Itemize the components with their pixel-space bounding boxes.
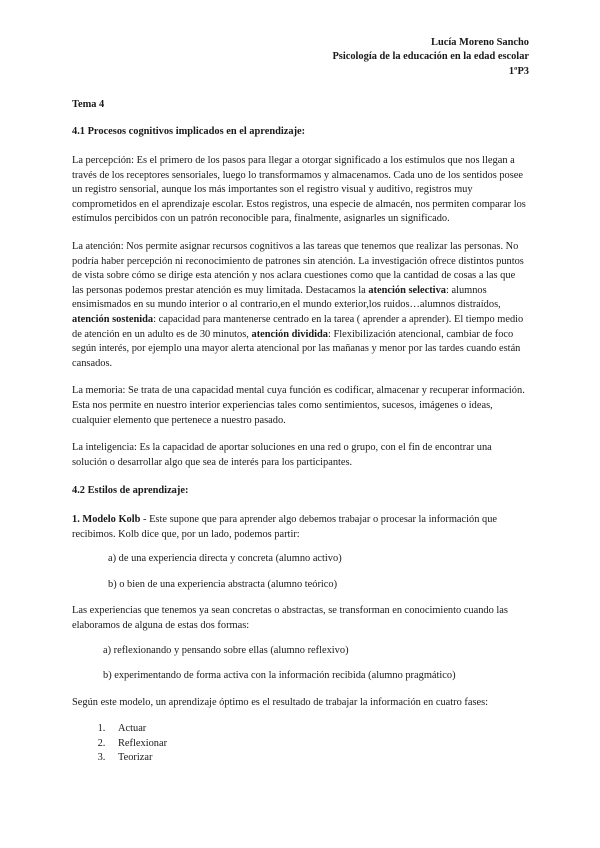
kolb-option-b: b) o bien de una experiencia abstracta (alumno teórico) bbox=[108, 578, 338, 590]
atencion-text-1: La atención: Nos permite asignar recursos cognitivos a las tareas que tenemos que realizar las personas. No podría haber percepción ni reconocimiento de patrones sin atención. La investigación ofrece distintos puntos de vista sobre cómo se dirige esta atención y nos aclara cuestiones como que la cantidad de cosas a las que las personas podemos prestar atención es muy limitada. Destacamos la bbox=[72, 241, 524, 296]
list-item: 2. Reflexionar bbox=[108, 737, 529, 752]
list-item: 1. Actuar bbox=[108, 722, 529, 737]
atencion-text-2: : alumnos ensimismados en su mundo interior o al contrario,en el mundo exterior,los ruidos…alumnos distraídos, bbox=[72, 284, 501, 311]
atencion-text-4: : Flexibilización atencional, cambiar de foco según interés, por ejemplo una mayor alerta atencional por las mañanas y menor por las tardes cuando están cansados. bbox=[72, 328, 521, 369]
forma-option-b: b) experimentando de forma activa con la información recibida (alumno pragmático) bbox=[103, 670, 456, 682]
forma-option-a: a) reflexionando y pensando sobre ellas (alumno reflexivo) bbox=[103, 644, 349, 656]
kolb-option-a: a) de una experiencia directa y concreta (alumno activo) bbox=[108, 553, 342, 565]
tema-heading: Tema 4 bbox=[72, 98, 105, 110]
atencion-dividida-term: atención dividida bbox=[251, 328, 329, 340]
paragraph-experiencias: Las experiencias que tenemos ya sean concretas o abstractas, se transforman en conocimiento cuando las elaboramos de alguna de estas dos formas: bbox=[72, 605, 508, 631]
paragraph-memoria: La memoria: Se trata de una capacidad mental cuya función es codificar, almacenar y recuperar información. Esta nos permite en nuestro interior experiencias tales como sentimientos, sucesos, imágenes o ideas, cualquier elemento que pertenece a nuestro pasado. bbox=[72, 385, 525, 426]
paragraph-segun: Según este modelo, un aprendizaje óptimo es el resultado de trabajar la información en cuatro fases: bbox=[72, 696, 489, 708]
section-1-title: 4.1 Procesos cognitivos implicados en el aprendizaje: bbox=[72, 126, 306, 138]
course-name: Psicología de la educación en la edad escolar bbox=[332, 51, 529, 63]
paragraph-atencion bbox=[72, 240, 529, 371]
paragraph-kolb bbox=[72, 513, 529, 542]
atencion-text-3: : capacidad para mantenerse centrado en la tarea ( aprender a aprender). El tiempo medio de atención en un adulto es de 30 minutos, bbox=[72, 314, 524, 340]
author-name: Lucía Moreno Sancho bbox=[431, 37, 529, 48]
paragraph-inteligencia: La inteligencia: Es la capacidad de aportar soluciones en una red o grupo, con el fin de encontrar una solución o desarrollar algo que sea de interés para los participantes. bbox=[72, 442, 492, 468]
fases-list bbox=[72, 722, 529, 766]
kolb-text: - Este supone que para aprender algo debemos trabajar o procesar la información que recibimos. Kolb dice que, por un lado, podemos partir: bbox=[72, 513, 498, 540]
paragraph-percepcion: La percepción: Es el primero de los pasos para llegar a otorgar significado a los estímulos que nos llegan a través de los receptores sensoriales, luego lo transformamos y almacenamos. Cada uno de los sentidos posee un registro sensorial, aunque los más importantes son el registro visual y auditivo, registros muy comprometidos en el aprendizaje escolar. Estos registros, una especie de almacén, nos permiten comparar los estímulos percibidos con un patrón reconocible para, finalmente, asignarles un significado. bbox=[72, 155, 526, 225]
list-item: 3. Teorizar bbox=[108, 751, 529, 766]
section-2-title: 4.2 Estilos de aprendizaje: bbox=[72, 485, 189, 497]
atencion-sostenida-term: atención sostenida bbox=[72, 314, 154, 326]
kolb-label: 1. Modelo Kolb bbox=[72, 513, 141, 525]
document-header bbox=[72, 36, 529, 79]
group-code: 1ºP3 bbox=[508, 65, 529, 77]
atencion-selectiva-term: atención selectiva bbox=[368, 284, 446, 296]
